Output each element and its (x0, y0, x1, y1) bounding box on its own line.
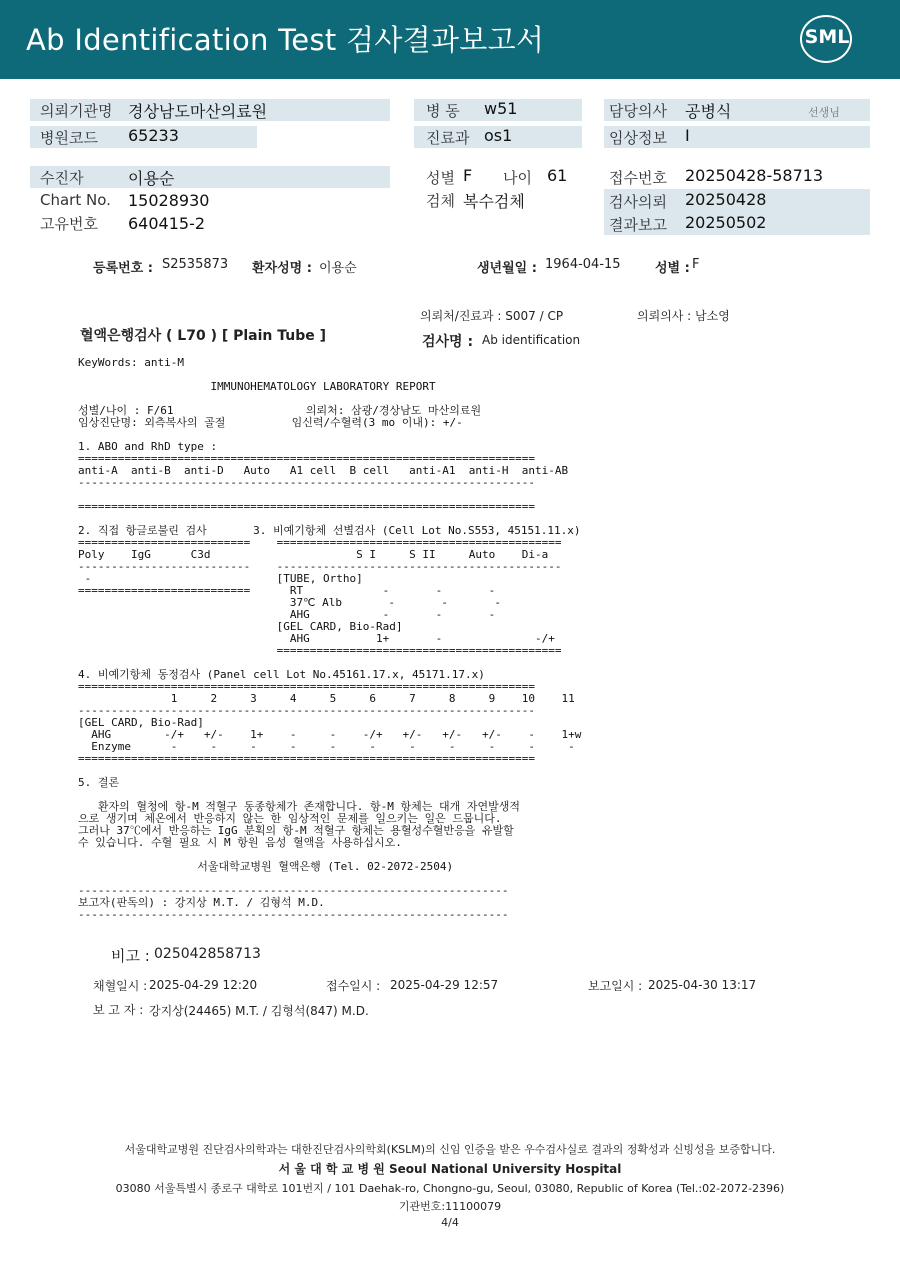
institution-label: 의뢰기관명 (40, 102, 113, 120)
name-label: 환자성명 : (252, 261, 312, 276)
footer-certification: 서울대학교병원 진단검사의학과는 대한진단검사의학회(KSLM)의 신임 인증을 받은 우수검사실로 결과의 정확성과 신빙성을 보증합니다. (124, 1143, 776, 1156)
reg-value: S2535873 (162, 257, 229, 272)
report-label: 보고일시 : (588, 979, 643, 993)
remark-value: 025042858713 (154, 946, 261, 962)
reporter-value: 강지상(24465) M.T. / 김형석(847) M.D. (149, 1004, 369, 1018)
specimen-label: 검체 (426, 192, 455, 210)
unique-value: 640415-2 (128, 214, 206, 233)
test-name-label: 검사명 : (422, 334, 474, 350)
hospital-code-value: 65233 (128, 126, 179, 145)
receive-value: 2025-04-29 12:57 (390, 978, 499, 992)
collect-value: 2025-04-29 12:20 (149, 978, 258, 992)
doctor-label: 담당의사 (609, 102, 667, 120)
institution-value: 경상남도마산의료원 (128, 102, 268, 121)
result-label: 결과보고 (609, 216, 667, 234)
ward-label: 병 동 (426, 102, 460, 120)
doctor-value: 공병식 (685, 102, 732, 121)
chart-label: Chart No. (40, 191, 111, 209)
name-value: 이용순 (319, 261, 357, 276)
doc-sex-label: 성별 : (655, 261, 690, 276)
sex-value: F (463, 166, 473, 185)
patient-label: 수진자 (40, 169, 84, 187)
reg-label: 등록번호 : (93, 261, 153, 276)
footer-address: 03080 서울특별시 종로구 대학로 101번지 / 101 Daehak-ro, Chongno-gu, Seoul, 03080, Republic of Korea (Tel.:02-2072-2396) (115, 1182, 785, 1195)
dept-value: os1 (484, 126, 513, 145)
dob-label: 생년월일 : (477, 261, 537, 276)
unique-label: 고유번호 (40, 215, 98, 233)
receipt-label: 접수번호 (609, 169, 667, 187)
footer-institution-code: 기관번호:11100079 (398, 1200, 502, 1213)
clinical-value: I (685, 126, 690, 145)
footer-hospital-name: 서 울 대 학 교 병 원 Seoul National University Hospital (278, 1162, 622, 1176)
ward-value: w51 (484, 99, 518, 118)
result-value: 20250502 (685, 213, 767, 232)
specimen-value: 복수검체 (463, 192, 525, 211)
age-label: 나이 (503, 169, 532, 187)
request-value: 20250428 (685, 190, 767, 209)
doctor-suffix: 선생님 (808, 106, 840, 119)
report-value: 2025-04-30 13:17 (648, 978, 757, 992)
hospital-code-label: 병원코드 (40, 129, 98, 147)
age-value: 61 (547, 166, 568, 185)
doctor-line: 의뢰의사 : 남소영 (637, 309, 730, 323)
page-number: 4/4 (441, 1216, 459, 1229)
sex-label: 성별 (426, 169, 455, 187)
dob-value: 1964-04-15 (545, 257, 621, 272)
test-title: 혈액은행검사 ( L70 ) [ Plain Tube ] (80, 328, 327, 344)
reporter-label: 보 고 자 : (93, 1003, 144, 1017)
lab-report-text: KeyWords: anti-M IMMUNOHEMATOLOGY LABORATORY REPORT 성별/나이 : F/61 의뢰처: 삼광/경상남도 마산의료원 임상진단명: 외측복사의 골절 임신력/수혈력(3 mo 이내): +/- 1. ABO and RhD type : ===================================================================== anti-A anti-B anti-D Auto A1 cell B cell anti-A1 anti-H anti-AB --------------------------------------------------------------------- ===================================================================== 2. 직접 항글로불린 검사 3. 비예기항체 선별검사 (Cell Lot No.S553, 45151.11.x) ========================== =========================================== Poly IgG C3d S I S II Auto Di-a -------------------------- ------------------------------------------- - [TUBE, Ortho] ========================== RT - - - 37℃ Alb - - - AHG - - - [GEL CARD, Bio-Rad] AHG 1+ - -/+ =========================================== 4. 비예기항체 동정검사 (Panel cell Lot No.45161.17.x, 45171.17.x) ===================================================================== 1 2 3 4 5 6 7 8 9 10 11 --------------------------------------------------------------------- [GEL CARD, Bio-Rad] AHG -/+ +/- 1+ - - -/+ +/- +/- +/- - 1+w Enzyme - - - - - - - - - - - ===================================================================== 5. 결론 환자의 혈청에 항-M 적혈구 동종항체가 존재합니다. 항-M 항체는 대개 자연발생적 으로 생기며 체온에서 반응하지 않는 한 임상적인 문제를 일으키는 일은 드뭅니다. 그러나 37℃에서 반응하는 IgG 분획의 항-M 적혈구 항체는 용혈성수혈반응을 유발할 수 있습니다. 수혈 필요 시 M 항원 음성 혈액을 사용하십시오. 서울대학교병원 혈액은행 (Tel. 02-2072-2504) ----------------------------------------------------------------- 보고자(판독의) : 강지상 M.T. / 김형석 M.D. ----------------------------------------------------------------- (78, 356, 582, 921)
patient-value: 이용순 (128, 169, 175, 188)
dept-line: 의뢰처/진료과 : S007 / CP (420, 309, 564, 323)
receipt-value: 20250428-58713 (685, 166, 824, 185)
collect-label: 채혈일시 : (93, 979, 148, 993)
receive-label: 접수일시 : (326, 979, 381, 993)
page-title: Ab Identification Test 검사결과보고서 (26, 23, 545, 57)
test-name-value: Ab identification (482, 333, 581, 347)
remark-label: 비고 : (111, 947, 150, 965)
request-label: 검사의뢰 (609, 193, 667, 211)
chart-value: 15028930 (128, 191, 210, 210)
clinical-label: 임상정보 (609, 129, 667, 147)
sml-logo-text: SML (804, 26, 850, 48)
dept-label: 진료과 (426, 129, 470, 147)
doc-sex-value: F (692, 257, 700, 272)
patient-bar (30, 166, 390, 188)
